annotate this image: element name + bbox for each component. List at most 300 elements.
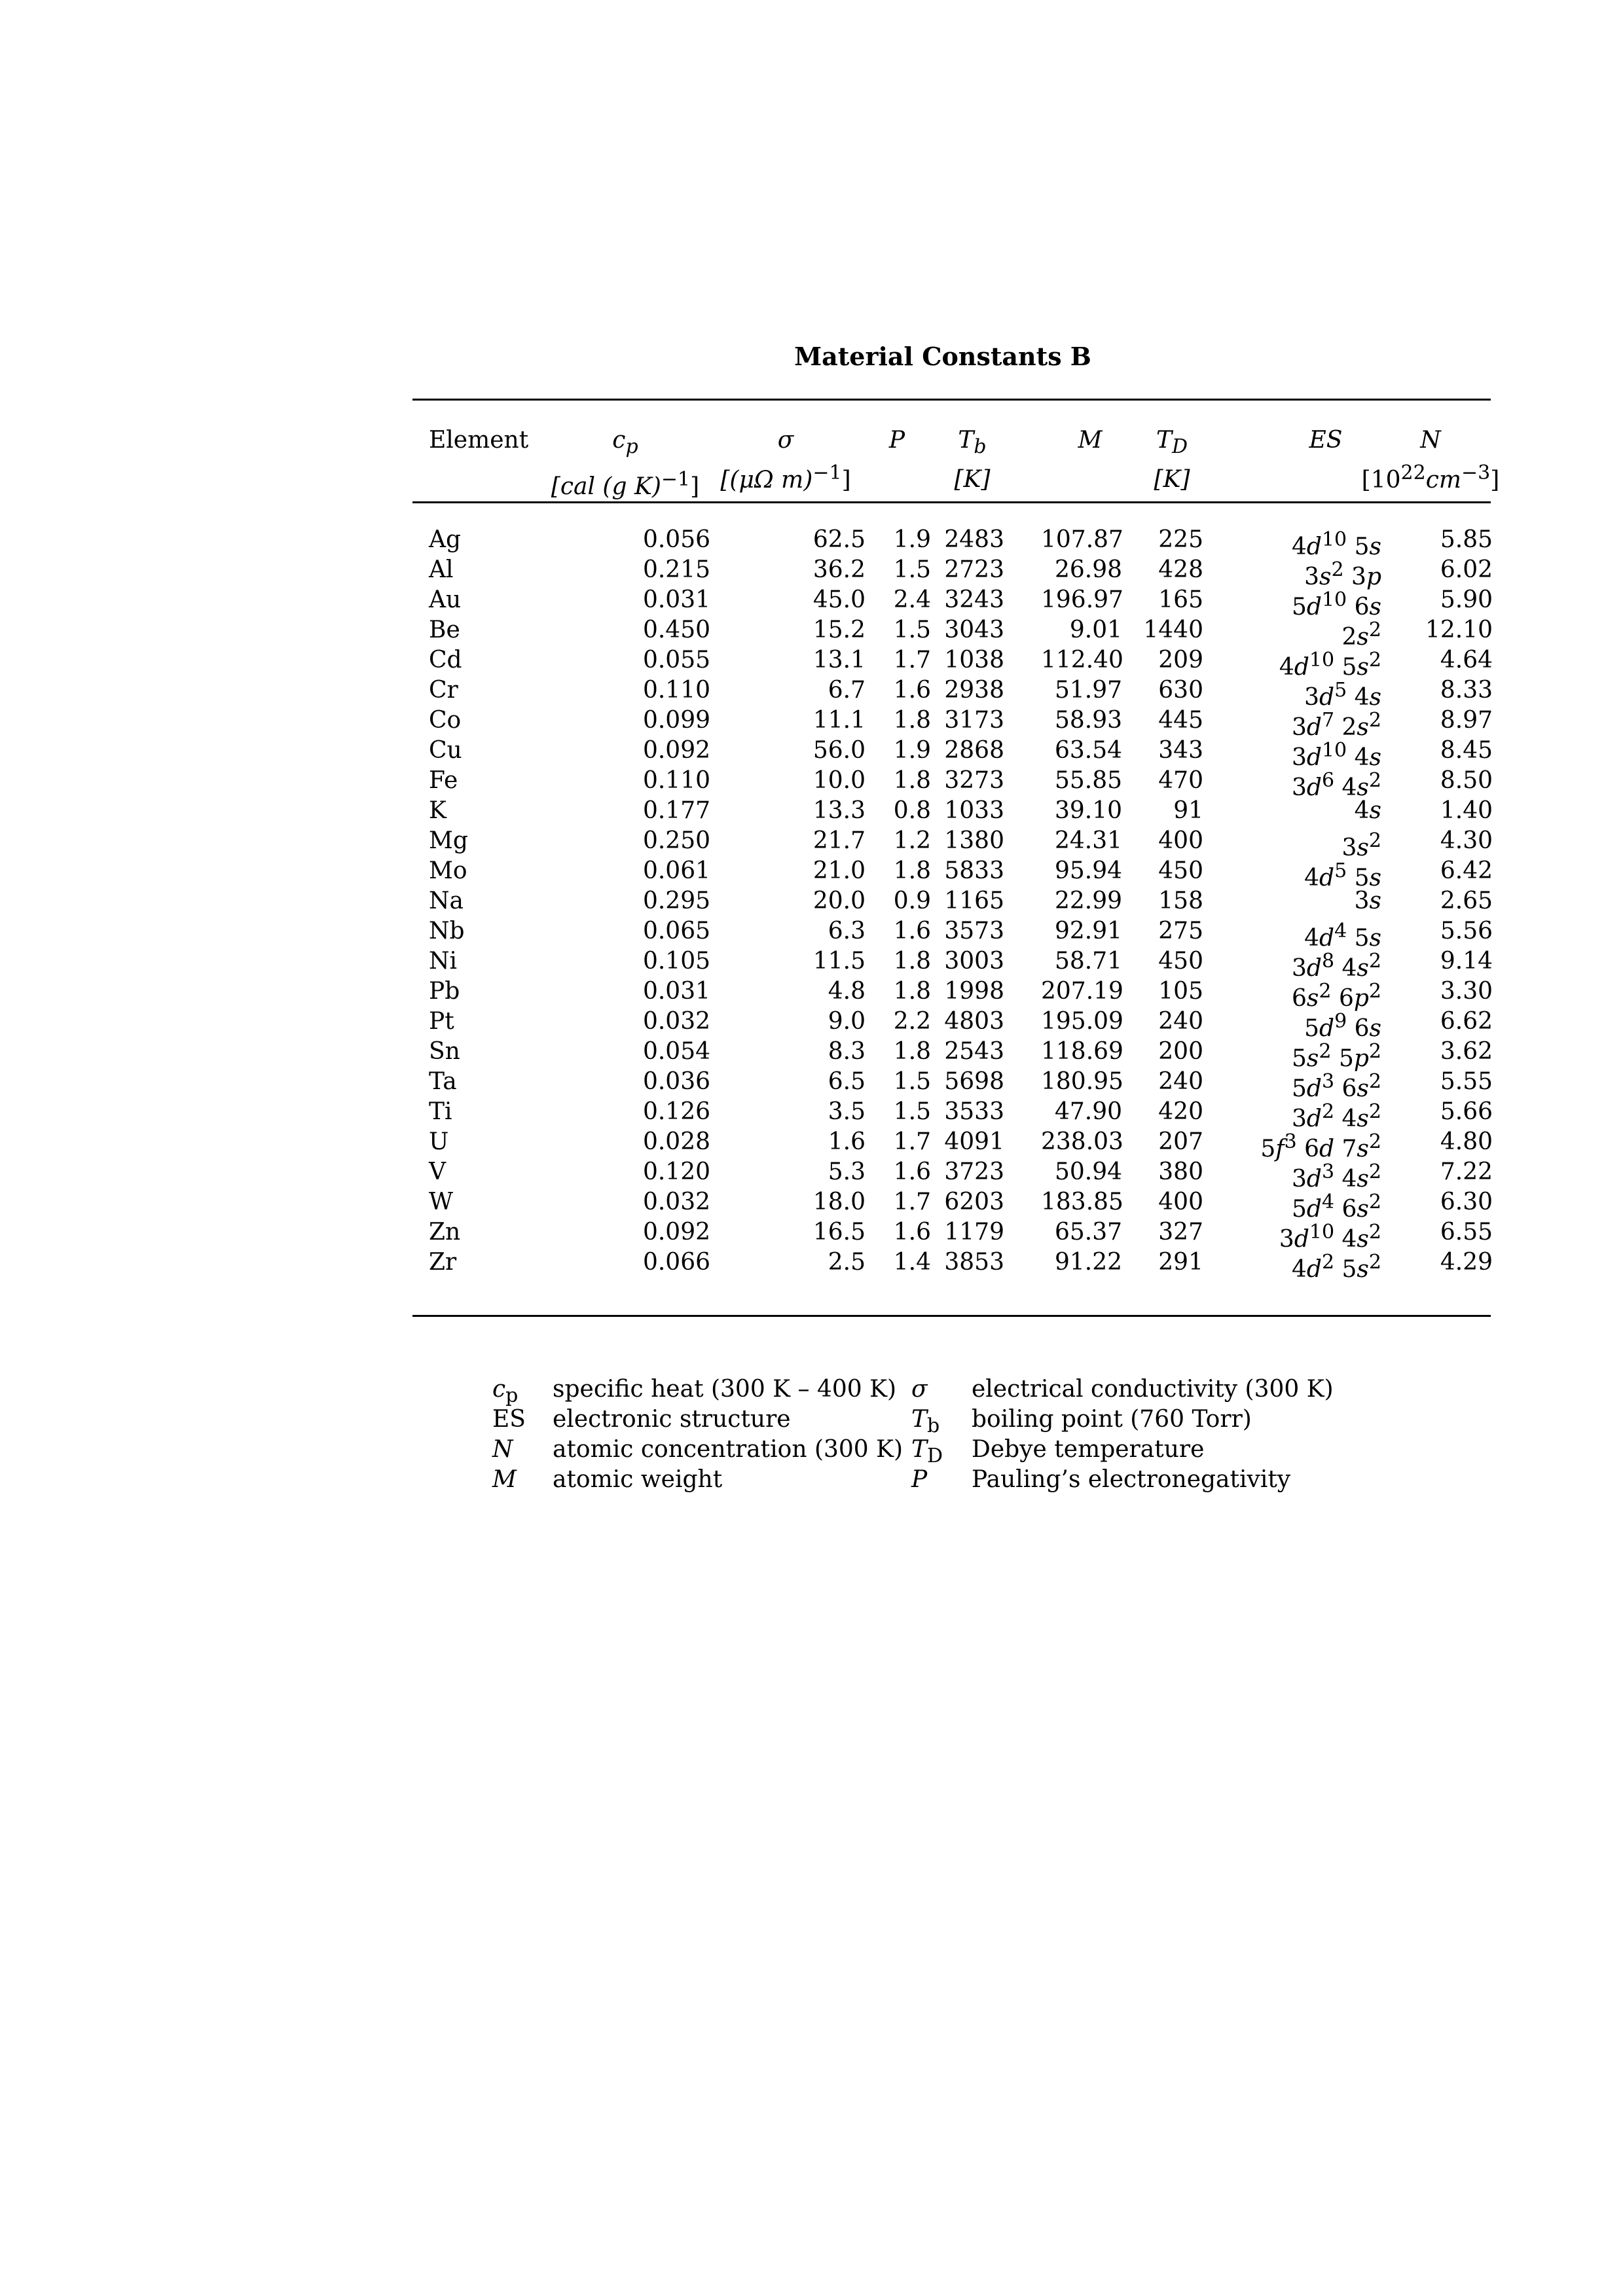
cell-tb: 5833 [944,857,1004,884]
cell-sigma: 20.0 [812,888,866,914]
orbital-letter: d [1306,594,1322,620]
header-sigma-unit: [(μΩ m) [720,467,813,493]
cell-el: Pb [429,978,460,1005]
cell-td: 450 [1158,948,1203,975]
orbital-count: 8 [1321,950,1335,973]
header-es-symbol: ES [1309,427,1343,454]
cell-tb: 1380 [944,827,1004,854]
cell-cp: 0.056 [642,526,710,553]
legend-symbol [492,1465,517,1495]
cell-cp: 0.105 [642,948,710,975]
cell-n: 8.50 [1440,767,1493,794]
cell-n: 6.42 [1440,857,1493,884]
cell-cp: 0.450 [642,617,710,643]
orbital-letter: d [1319,865,1335,891]
header-sigma-unit-sup: −1 [812,461,842,484]
cell-el: Al [429,556,454,583]
cell-el: Au [429,586,462,613]
cell-cp: 0.126 [642,1098,710,1125]
cell-m: 58.93 [1054,707,1122,734]
orbital-letter: s [1369,865,1381,891]
cell-tb: 4803 [944,1008,1004,1035]
cell-el: U [429,1128,449,1155]
cell-cp: 0.028 [642,1128,710,1155]
cell-sigma: 10.0 [812,767,866,794]
orbital-letter: s [1319,564,1332,590]
orbital-count: 2 [1321,1100,1335,1123]
cell-n: 4.80 [1440,1128,1493,1155]
orbital-count: 2 [1368,980,1381,1003]
orbital-shell: 5 [1341,654,1357,681]
cell-m: 55.85 [1054,767,1122,794]
cell-tb: 3533 [944,1098,1004,1125]
cell-td: 207 [1158,1128,1203,1155]
orbital-shell: 4 [1354,744,1370,771]
legend-description: Debye temperature [972,1436,1205,1463]
legend-row [492,1435,1409,1468]
cell-p: 0.8 [893,797,931,824]
cell-m: 112.40 [1041,647,1123,673]
cell-td: 445 [1158,707,1203,734]
cell-cp: 0.036 [642,1068,710,1095]
cell-sigma: 16.5 [812,1219,866,1246]
cell-tb: 3573 [944,918,1004,944]
cell-p: 1.6 [893,677,931,704]
cell-m: 180.95 [1041,1068,1123,1095]
orbital-shell: 6 [1341,1196,1357,1223]
orbital-shell: 4 [1354,684,1370,711]
cell-p: 1.5 [893,617,931,643]
cell-tb: 1033 [944,797,1004,824]
cell-m: 183.85 [1041,1189,1123,1215]
orbital-shell: 5 [1292,594,1307,620]
cell-m: 22.99 [1054,888,1122,914]
cell-p: 0.9 [893,888,931,914]
cell-n: 6.55 [1440,1219,1493,1246]
cell-td: 380 [1158,1158,1203,1185]
cell-tb: 1179 [944,1219,1004,1246]
cell-sigma: 2.5 [828,1249,866,1276]
cell-cp: 0.177 [642,797,710,824]
header-cp-sub: p [625,435,638,459]
cell-tb: 2938 [944,677,1004,704]
orbital-count: 2 [1368,769,1381,792]
cell-p: 1.8 [893,948,931,975]
orbital-letter: s [1357,834,1369,861]
orbital-shell: 5 [1354,865,1370,891]
table-row [412,977,1493,1012]
cell-cp: 0.055 [642,647,710,673]
cell-m: 91.22 [1054,1249,1122,1276]
orbital-letter: d [1306,1256,1322,1283]
orbital-shell: 4 [1341,1166,1357,1193]
table-row [412,1157,1493,1193]
orbital-letter: s [1357,1256,1369,1283]
legend [492,1374,1409,1495]
orbital-shell: 5 [1341,1256,1357,1283]
orbital-shell: 4 [1292,533,1307,560]
orbital-letter: d [1319,925,1335,952]
cell-el: Sn [429,1038,460,1065]
cell-td: 291 [1158,1249,1203,1276]
header-tb-symbol: T [958,427,974,454]
orbital-letter: s [1369,594,1381,620]
cell-cp: 0.295 [642,888,710,914]
orbital-letter: p [1353,985,1369,1012]
table-row [412,1067,1493,1102]
cell-cp: 0.065 [642,918,710,944]
orbital-letter: s [1357,654,1369,681]
cell-td: 327 [1158,1219,1203,1246]
orbital-shell: 6 [1354,1015,1370,1042]
orbital-shell: 3 [1304,564,1320,590]
cell-es [1218,796,1381,826]
table-row [412,1217,1493,1253]
cell-el: V [429,1158,446,1185]
cell-sigma: 13.3 [812,797,866,824]
header-sigma-unit-close: ] [841,467,851,493]
cell-td: 428 [1158,556,1203,583]
cell-el: W [429,1189,454,1215]
orbital-count: 10 [1309,1221,1335,1244]
orbital-letter: d [1306,955,1322,982]
table-row [412,675,1493,711]
cell-p: 1.6 [893,1219,931,1246]
orbital-letter: p [1353,1045,1369,1072]
cell-tb: 3243 [944,586,1004,613]
cell-el: Zr [429,1249,457,1276]
cell-m: 196.97 [1041,586,1123,613]
cell-tb: 3043 [944,617,1004,643]
cell-p: 1.2 [893,827,931,854]
cell-tb: 3723 [944,1158,1004,1185]
header-n-unit-sup: 22 [1400,461,1426,484]
orbital-shell: 5 [1304,1015,1320,1042]
header-tb-unit: [K] [954,466,991,493]
orbital-count: 2 [1368,829,1381,852]
cell-tb: 3273 [944,767,1004,794]
cell-sigma: 21.0 [812,857,866,884]
cell-p: 1.5 [893,1098,931,1125]
cell-sigma: 11.1 [812,707,866,734]
cell-cp: 0.215 [642,556,710,583]
cell-n: 3.30 [1440,978,1493,1005]
orbital-count: 2 [1368,1130,1381,1153]
cell-td: 240 [1158,1008,1203,1035]
cell-sigma: 6.7 [828,677,866,704]
cell-cp: 0.031 [642,978,710,1005]
cell-el: Mo [429,857,467,884]
cell-td: 91 [1173,797,1203,824]
legend-symbol-text: σ [911,1376,928,1403]
orbital-count: 5 [1334,679,1347,702]
cell-n: 2.65 [1440,888,1493,914]
orbital-shell: 6 [1338,985,1354,1012]
cell-n: 6.30 [1440,1189,1493,1215]
orbital-shell: 3 [1304,684,1320,711]
cell-td: 225 [1158,526,1203,553]
orbital-shell: 4 [1279,654,1294,681]
orbital-letter: d [1306,714,1322,741]
cell-p: 1.6 [893,918,931,944]
header-sigma [714,424,858,497]
legend-symbol [911,1465,927,1495]
orbital-letter: d [1294,654,1309,681]
cell-m: 207.19 [1041,978,1123,1005]
orbital-letter: s [1357,714,1369,741]
header-cp-unit-close: ] [690,473,700,501]
cell-n: 6.02 [1440,556,1493,583]
table-row [412,645,1493,681]
legend-symbol [492,1435,513,1465]
orbital-shell: 3 [1351,564,1366,590]
cell-sigma: 36.2 [812,556,866,583]
cell-p: 1.8 [893,1038,931,1065]
header-td [1133,424,1211,496]
cell-tb: 1038 [944,647,1004,673]
cell-p: 1.8 [893,978,931,1005]
cell-sigma: 13.1 [812,647,866,673]
cell-sigma: 6.3 [828,918,866,944]
header-element-label: Element [429,427,529,454]
header-element [429,424,528,457]
orbital-count: 2 [1331,558,1344,581]
bottom-rule [412,1315,1491,1317]
cell-cp: 0.054 [642,1038,710,1065]
orbital-letter: s [1357,955,1369,982]
orbital-letter: s [1357,1196,1369,1223]
legend-symbol [911,1374,928,1405]
orbital-letter: p [1366,564,1381,590]
orbital-shell: 4 [1341,1226,1357,1253]
legend-symbol [492,1405,526,1435]
table-row [412,856,1493,891]
cell-el: Fe [429,767,458,794]
legend-description: electronic structure [553,1406,791,1433]
cell-el: Ag [429,526,462,553]
header-td-unit: [K] [1154,466,1190,493]
header-cp [540,424,710,503]
orbital-shell: 4 [1304,925,1320,952]
orbital-letter: s [1357,1105,1369,1132]
orbital-count: 2 [1321,1251,1335,1274]
orbital-count: 3 [1284,1130,1297,1153]
table-row [412,736,1493,771]
cell-m: 65.37 [1054,1219,1122,1246]
table-row [412,1187,1493,1223]
cell-sigma: 62.5 [812,526,866,553]
cell-cp: 0.066 [642,1249,710,1276]
orbital-count: 2 [1368,1100,1381,1123]
header-td-sub: D [1171,435,1188,459]
header-cp-unit: [cal (g K) [551,473,661,501]
orbital-letter: d [1306,533,1322,560]
cell-sigma: 8.3 [828,1038,866,1065]
cell-td: 450 [1158,857,1203,884]
table-row [412,796,1491,826]
orbital-letter: s [1357,1166,1369,1193]
orbital-count: 10 [1309,649,1335,672]
legend-row [492,1374,1409,1408]
cell-cp: 0.099 [642,707,710,734]
table-body [412,525,1493,1283]
cell-n: 6.62 [1440,1008,1493,1035]
cell-n: 5.56 [1440,918,1493,944]
cell-n: 8.45 [1440,737,1493,764]
cell-m: 39.10 [1054,797,1122,824]
orbital-count: 2 [1368,619,1381,641]
cell-m: 9.01 [1069,617,1122,643]
cell-el: Mg [429,827,468,854]
orbital-count: 2 [1368,1160,1381,1183]
cell-p: 1.8 [893,857,931,884]
cell-m: 51.97 [1054,677,1122,704]
orbital-letter: s [1306,1045,1319,1072]
header-n-unit-mid: cm [1425,467,1462,493]
cell-el: Ti [429,1098,452,1125]
orbital-shell: 5 [1292,1196,1307,1223]
page-title: Material Constants B [794,342,1091,371]
cell-tb: 3173 [944,707,1004,734]
cell-el: Na [429,888,464,914]
table-row [412,615,1493,651]
orbital-letter: d [1306,774,1322,801]
cell-m: 50.94 [1054,1158,1122,1185]
cell-el: Ta [429,1068,457,1095]
table-row [412,525,1493,560]
cell-el: Co [429,707,462,734]
orbital-letter: s [1369,1015,1381,1042]
orbital-letter: s [1369,797,1381,824]
orbital-count: 2 [1368,1251,1381,1274]
legend-symbol-text: M [492,1466,517,1493]
legend-symbol-text: T [911,1406,928,1433]
orbital-shell: 3 [1292,1105,1307,1132]
orbital-count: 2 [1368,1040,1381,1063]
cell-m: 107.87 [1041,526,1123,553]
cell-p: 1.7 [893,1189,931,1215]
cell-n: 1.40 [1440,797,1493,824]
table-row [412,555,1493,590]
orbital-shell: 3 [1354,888,1370,914]
orbital-shell: 5 [1292,1075,1307,1102]
orbital-shell: 7 [1341,1136,1357,1162]
orbital-count: 9 [1334,1010,1347,1033]
orbital-shell: 5 [1354,533,1370,560]
table-row [412,1037,1493,1072]
cell-tb: 6203 [944,1189,1004,1215]
orbital-count: 2 [1368,649,1381,672]
header-n-symbol: N [1420,427,1441,454]
legend-symbol-sub: b [927,1414,940,1438]
cell-n: 7.22 [1440,1158,1493,1185]
orbital-count: 2 [1368,1191,1381,1213]
cell-n: 3.62 [1440,1038,1493,1065]
orbital-shell: 4 [1341,955,1357,982]
cell-sigma: 11.5 [812,948,866,975]
cell-cp: 0.032 [642,1189,710,1215]
cell-sigma: 9.0 [828,1008,866,1035]
cell-cp: 0.110 [642,767,710,794]
orbital-letter: d [1306,1166,1322,1193]
orbital-letter: d [1306,1105,1322,1132]
cell-n: 4.30 [1440,827,1493,854]
cell-tb: 2868 [944,737,1004,764]
cell-el: Ni [429,948,458,975]
cell-p: 1.7 [893,1128,931,1155]
cell-m: 26.98 [1054,556,1122,583]
cell-td: 630 [1158,677,1203,704]
cell-n: 4.64 [1440,647,1493,673]
table-header [412,401,1500,501]
cell-el: Cr [429,677,458,704]
orbital-letter: s [1369,684,1381,711]
orbital-letter: d [1306,1196,1322,1223]
orbital-letter: s [1357,1075,1369,1102]
orbital-shell: 3 [1292,774,1307,801]
header-sigma-symbol: σ [777,427,794,454]
orbital-shell: 3 [1279,1226,1294,1253]
cell-cp: 0.120 [642,1158,710,1185]
cell-td: 158 [1158,888,1203,914]
cell-cp: 0.092 [642,737,710,764]
orbital-count: 2 [1368,1070,1381,1093]
cell-es [1218,886,1381,916]
orbital-shell: 4 [1304,865,1320,891]
table-row [412,1127,1493,1162]
header-cp-symbol: c [612,427,626,454]
cell-sigma: 45.0 [812,586,866,613]
cell-p: 1.7 [893,647,931,673]
legend-symbol-text: ES [492,1406,526,1433]
cell-m: 92.91 [1054,918,1122,944]
orbital-letter: s [1357,774,1369,801]
cell-tb: 2723 [944,556,1004,583]
constants-table [412,401,1500,1283]
cell-td: 105 [1158,978,1203,1005]
orbital-letter: s [1369,744,1381,771]
cell-cp: 0.032 [642,1008,710,1035]
header-n-unit: [10 [1361,467,1401,493]
cell-el: Cu [429,737,462,764]
orbital-count: 10 [1321,588,1347,611]
cell-el: Be [429,617,460,643]
orbital-count: 6 [1321,769,1335,792]
orbital-shell: 2 [1341,714,1357,741]
cell-sigma: 56.0 [812,737,866,764]
legend-description: boiling point (760 Torr) [972,1406,1252,1433]
orbital-shell: 6 [1292,985,1307,1012]
cell-tb: 1165 [944,888,1004,914]
header-tb-sub: b [974,435,987,459]
cell-p: 1.9 [893,526,931,553]
orbital-letter: s [1306,985,1319,1012]
cell-p: 1.8 [893,767,931,794]
orbital-letter: s [1357,624,1369,651]
table-row [412,766,1493,801]
cell-n: 4.29 [1440,1249,1493,1276]
cell-n: 12.10 [1425,617,1493,643]
cell-m: 195.09 [1041,1008,1123,1035]
orbital-shell: 6 [1354,594,1370,620]
orbital-letter: f [1275,1136,1285,1162]
cell-sigma: 5.3 [828,1158,866,1185]
cell-p: 1.4 [893,1249,931,1276]
legend-symbol-sub: D [927,1444,943,1468]
cell-cp: 0.110 [642,677,710,704]
cell-p: 1.5 [893,1068,931,1095]
orbital-shell: 6 [1341,1075,1357,1102]
